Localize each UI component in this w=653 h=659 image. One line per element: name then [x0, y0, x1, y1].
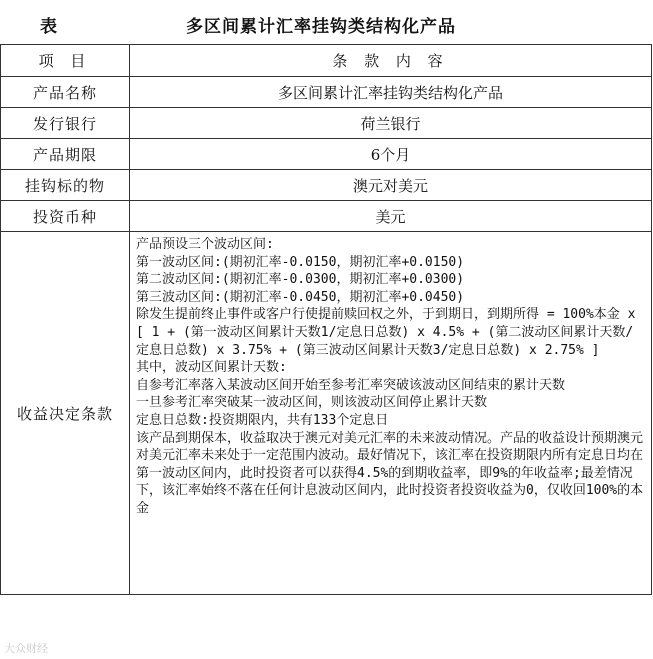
payoff-line: 自参考汇率落入某波动区间开始至参考汇率突破该波动区间结束的累计天数 [136, 377, 566, 393]
table-row-currency [1, 201, 652, 232]
table-title: 多区间累计汇率挂钩类结构化产品 [186, 17, 456, 37]
row-key: 挂钩标的物 [1, 170, 130, 201]
row-value: 澳元对美元 [130, 170, 652, 201]
payoff-line: 第二波动区间:(期初汇率-0.0300，期初汇率+0.0300) [136, 272, 465, 288]
table-row-underlying [1, 170, 652, 201]
row-value: 多区间累计汇率挂钩类结构化产品 [130, 77, 652, 108]
row-value: 6个月 [130, 139, 652, 170]
table-row-issuing-bank [1, 108, 652, 139]
table-label: 表 [40, 17, 58, 37]
payoff-line: 定息日总数:投资期限内，共有133个定息日 [136, 412, 389, 428]
row-key: 收益决定条款 [1, 232, 130, 595]
payoff-line: 产品预设三个波动区间: [136, 237, 274, 252]
row-value: 荷兰银行 [130, 108, 652, 139]
payoff-line: 该产品到期保本，收益取决于澳元对美元汇率的未来波动情况。产品的收益设计预期澳元对美元汇率未来处于一定范围内波动。最好情况下，该汇率在投资期限内所有定息日均在第一波动区间内，此时投资者可以获得4.5%的到期收益率，即9%的年收益率;最差情况下，该汇率始终不落在任何计息波动区间内，此时投资者投资收益为0，仅收回100%的本金 [136, 430, 644, 516]
row-key: 发行银行 [1, 108, 130, 139]
row-key: 产品期限 [1, 139, 130, 170]
row-key: 产品名称 [1, 77, 130, 108]
header-terms: 条 款 内 容 [130, 45, 652, 77]
payoff-terms [130, 232, 652, 595]
payoff-line: 除发生提前终止事件或客户行使提前赎回权之外，于到期日，到期所得 = 100%本金 x [ 1 + (第一波动区间累计天数1/定息日总数) x 4.5% + (第二波动区间累计天数/定息日总数) x 3.75% + (第三波动区间累计天数3/定息日总数) x 2.75% ] [136, 307, 636, 358]
row-key: 投资币种 [1, 201, 130, 232]
table-header-row [1, 45, 652, 77]
table-row-term [1, 139, 652, 170]
product-terms-table [0, 44, 652, 595]
payoff-line: 一旦参考汇率突破某一波动区间，则该波动区间停止累计天数 [136, 395, 488, 411]
table-title-row [0, 0, 653, 44]
row-value: 美元 [130, 201, 652, 232]
payoff-line: 第一波动区间:(期初汇率-0.0150，期初汇率+0.0150) [136, 254, 465, 270]
payoff-line: 第三波动区间:(期初汇率-0.0450，期初汇率+0.0450) [136, 289, 465, 305]
watermark: 大众财经 [4, 642, 48, 655]
table-row-product-name [1, 77, 652, 108]
table-row-payoff [1, 232, 652, 595]
payoff-line: 其中，波动区间累计天数: [136, 360, 287, 376]
header-item: 项 目 [1, 45, 130, 77]
